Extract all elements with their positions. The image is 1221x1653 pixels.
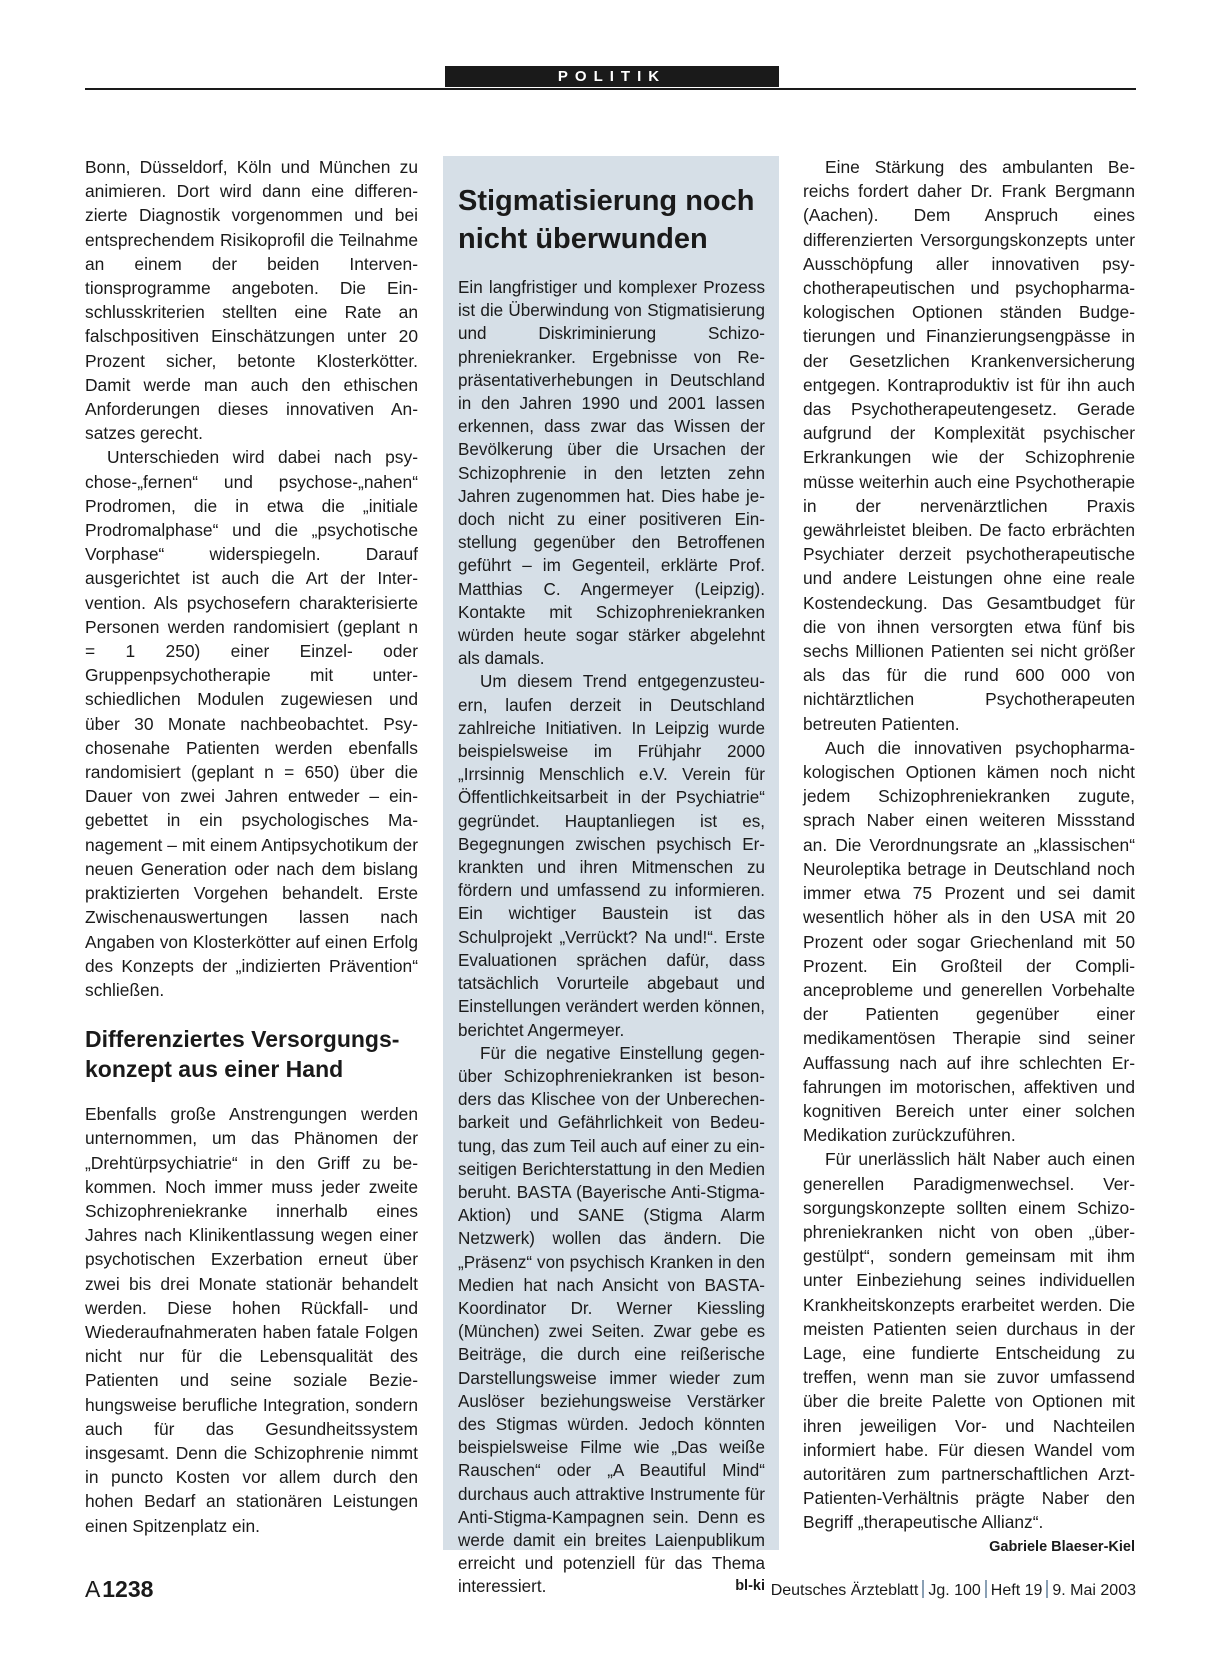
journal-name: Deutsches Ärzteblatt (770, 1582, 919, 1599)
separator (1046, 1580, 1048, 1598)
article-column-right (803, 155, 1135, 1559)
sidebar-paragraph (458, 1042, 765, 1599)
paragraph: Auch die innovativen psychopharmakologischen Optionen kämen noch nicht jedem Schizophreniekranken zugute, sprach Naber einen weiteren Missstand an. Die Verordnungsrate an „klassischen“ Neuroleptika betrage in Deutschland noch immer etwa 75 Prozent und sei damit wesentlich höher als in den USA mit 20 Prozent oder sogar Griechenland mit 50 Prozent. Ein Großteil der Complianceprobleme und generellen Vorbehalte der Patienten gegenüber einer medikamentösen Therapie sind seiner Auffassung nach auf ihre schlechten Erfahrungen im motorischen, affektiven und kognitiven Bereich unter einer solchen Medikation zurückzuführen. (803, 737, 1135, 1146)
page-number-value: 1238 (102, 1576, 154, 1602)
section-header-rule (85, 66, 1136, 90)
sidebar-title: Stigmatisierung noch nicht überwunden (458, 185, 755, 255)
issue-date: 9. Mai 2003 (1052, 1582, 1136, 1599)
page-footer (85, 1576, 1136, 1606)
sidebar-signature: bl-ki (735, 1578, 765, 1595)
sidebar-paragraph: Um diesem Trend entgegenzusteuern, laufen derzeit in Deutschland zahlreiche Initiativen. In Leipzig wurde beispielsweise im Frühjahr 2000 „Irrsinnig Menschlich e.V. Verein für Öffentlichkeitsarbeit in der Psychiatrie“ gegründet. Hauptanliegen ist es, Begegnungen zwischen psychisch Erkrankten und ihren Mitmenschen zu fördern und umfassend zu informieren. Ein wichtiger Baustein ist das Schulprojekt „Verrückt? Na und!“. Erste Evaluationen sprächen dafür, dass tatsächlich Vorurteile abgebaut und Einstellungen verändert werden können, berichtet Angermeyer. (458, 672, 765, 1040)
separator (985, 1580, 987, 1598)
section-label: POLITIK (445, 66, 779, 87)
page-prefix: A (85, 1576, 101, 1602)
sidebar-box (443, 156, 779, 1597)
subheading: Differenziertes Versorgungskonzept aus einer Hand (85, 1026, 400, 1083)
paragraph: Unterschieden wird dabei nach psychose-„fernen“ und psychose-„nahen“ Prodromen, die in etwa die „initiale Prodromalphase“ und die „psychotische Vorphase“ widerspiegeln. Darauf ausgerichtet ist auch die Art der Intervention. Als psychosefern charakterisierte Personen werden randomisiert (geplant n = 1 250) einer Einzel- oder Gruppenpsychotherapie mit unterschiedlichen Modulen zugewiesen und über 30 Monate nachbeobachtet. Psychosenahe Patienten werden ebenfalls randomisiert (geplant n = 650) über die Dauer von zwei Jahren entweder – eingebettet in ein psychologisches Management – mit einem Antipsychotikum der neuen Generation oder nach dem bislang praktizierten Vorgehen behandelt. Erste Zwischenauswertungen lassen nach Angaben von Klosterkötter auf einen Erfolg des Konzepts der „indizierten Prävention“ schließen. (85, 447, 418, 1000)
paragraph (803, 1147, 1135, 1555)
sidebar-paragraph: Ein langfristiger und komplexer Prozess ist die Überwindung von Stigmatisierung und Diskriminierung Schizophreniekranker. Ergebnisse von Repräsentativerhebungen in Deutschland in den Jahren 1990 und 2001 lassen erkennen, dass zwar das Wissen der Bevölkerung über die Ursachen der Schizophrenie in den letzten zehn Jahren zugenommen hat. Dies habe jedoch nicht zu einer positiveren Einstellung gegenüber den Betroffenen geführt – im Gegenteil, erklärte Prof. Matthias C. Angermeyer (Leipzig). Kontakte mit Schizophreniekranken würden heute sogar stärker abgelehnt als damals. (458, 278, 765, 669)
article-column-left (85, 155, 418, 1538)
paragraph: Eine Stärkung des ambulanten Bereichs fordert daher Dr. Frank Bergmann (Aachen). Dem Anspruch eines differenzierten Versorgungskonzepts unter Ausschöpfung aller innovativen psychotherapeutischen und psychopharmakologischen Optionen ständen Budgetierungen und Finanzierungsengpässe in der Gesetzlichen Krankenversicherung entgegen. Kontraproduktiv ist für ihn auch das Psychotherapeutengesetz. Gerade aufgrund der Komplexität psychischer Erkrankungen wie der Schizophrenie müsse weiterhin auch eine Psychotherapie in der nervenärztlichen Praxis gewährleistet bleiben. De facto erbrächten Psychiater derzeit psychotherapeutische und andere Leistungen ohne eine reale Kostendeckung. Das Gesamtbudget für die von ihnen versorgten etwa fünf bis sechs Millionen Patienten sei nicht größer als das für die rund 600 000 von nichtärztlichen Psychotherapeuten betreuten Patienten. (803, 157, 1135, 734)
author-byline: Gabriele Blaeser-Kiel (989, 1538, 1135, 1555)
paragraph-text: Für unerlässlich hält Naber auch einen generellen Paradigmenwechsel. Versorgungskonzepte sollten einem Schizophreniekranken nicht von oben „übergestülpt“, sondern gemeinsam mit ihm unter Einbeziehung seines individuellen Krankheitskonzepts erarbeitet werden. Die meisten Patienten seien durchaus in der Lage, eine fundierte Entscheidung zu treffen, wenn man sie zuvor umfassend über die breite Palette von Optionen mit ihren jeweiligen Vor- und Nachteilen informiert habe. Für diesen Wandel vom autoritären zum partnerschaftlichen Arzt-Patienten-Verhältnis prägte Naber den Begriff „therapeutische Allianz“. (803, 1149, 1135, 1533)
separator (922, 1580, 924, 1598)
volume: Jg. 100 (928, 1582, 981, 1599)
issue: Heft 19 (990, 1582, 1043, 1599)
paragraph: Bonn, Düsseldorf, Köln und München zu animieren. Dort wird dann eine differenzierte Diagnostik vorgenommen und bei entsprechendem Risikoprofil die Teilnahme an einem der beiden Interventionsprogramme angeboten. Die Einschlusskriterien stellten eine Rate an falschpositiven Einschätzungen unter 20 Prozent sicher, betonte Klosterkötter. Damit werde man auch den ethischen Anforderungen dieses innovativen Ansatzes gerecht. (85, 157, 418, 444)
page-number (85, 1576, 153, 1603)
sidebar-paragraph-text: Für die negative Einstellung gegenüber Schizophreniekranken ist besonders das Klischee von der Unberechenbarkeit und Gefährlichkeit von Bedeutung, das zum Teil auch auf einer zu einseitigen Berichterstattung in den Medien beruht. BASTA (Bayerische Anti-Stigma-Aktion) und SANE (Stigma Alarm Netzwerk) wollen das ändern. Die „Präsenz“ von psychisch Kranken in den Medien hat nach Ansicht von BASTA-Koordinator Dr. Werner Kiessling (München) zwei Seiten. Zwar gebe es Beiträge, die durch eine reißerische Darstellungsweise immer wieder zum Auslöser beziehungsweise Verstärker des Stigmas würden. Jedoch könnten beispielsweise Filme wie „Das weiße Rauschen“ oder „A Beautiful Mind“ durchaus auch attraktive Instrumente für Anti-Stigma-Kampagnen sein. Denn es werde damit ein breites Laienpublikum erreicht und potenziell für das Thema interessiert. (458, 1043, 765, 1597)
publication-info (771, 1580, 1136, 1600)
paragraph: Ebenfalls große Anstrengungen werden unternommen, um das Phänomen der „Drehtürpsychiatrie“ in den Griff zu bekommen. Noch immer muss jeder zweite Schizophreniekranke innerhalb eines Jahres nach Klinikentlassung wegen einer psychotischen Exzerbation erneut über zwei bis drei Monate stationär behandelt werden. Diese hohen Rückfall- und Wiederaufnahmeraten haben fatale Folgen nicht nur für die Lebensqualität des Patienten und seine soziale Beziehungsweise berufliche Integration, sondern auch für das Gesundheitssystem insgesamt. Denn die Schizophrenie nimmt in puncto Kosten vor allem durch den hohen Bedarf an stationären Leistungen einen Spitzenplatz ein. (85, 1104, 418, 1536)
